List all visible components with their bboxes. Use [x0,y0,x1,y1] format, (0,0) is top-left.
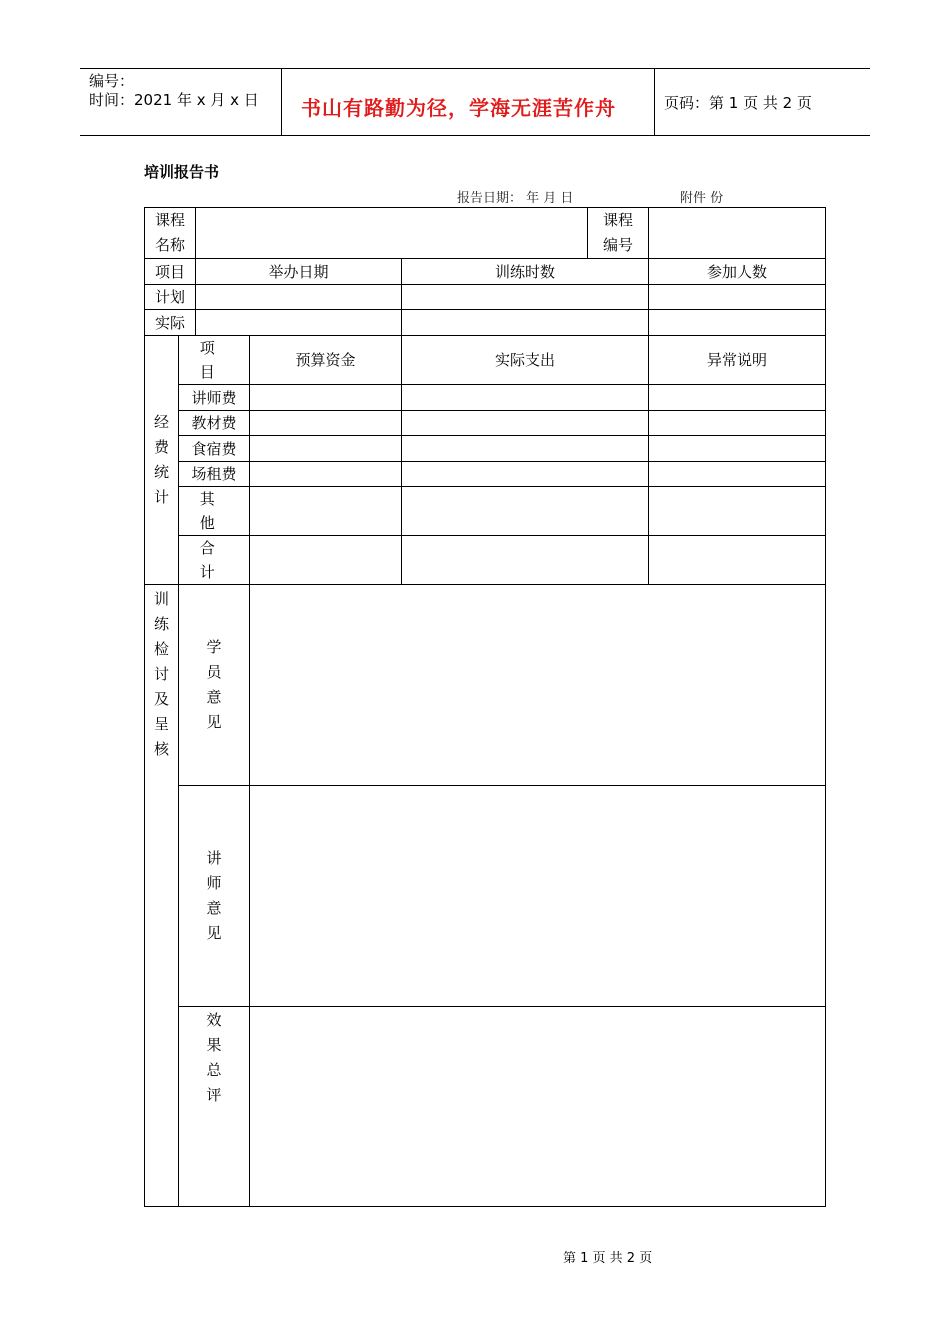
expense-note-field[interactable] [649,436,826,462]
header-bottom-rule [80,135,870,136]
expense-note-field[interactable] [649,536,826,585]
page-title: 培训报告书 [144,163,220,181]
time-label: 时间：2021 年 x 月 x 日 [89,91,259,109]
serial-label: 编号： [89,72,135,90]
review-row-label-students: 学员意见 [179,585,250,786]
expense-note-field[interactable] [649,462,826,487]
review-row-label-evaluation: 效果总评 [179,1007,250,1207]
expense-header-note: 异常说明 [649,336,826,385]
expense-header-item: 项 目 [179,336,250,385]
actual-hours-field[interactable] [402,310,649,336]
expense-row-label: 教材费 [179,411,250,436]
review-row-label-instructor: 讲师意见 [179,786,250,1007]
expense-note-field[interactable] [649,411,826,436]
expense-budget-field[interactable] [250,411,402,436]
plan-date-field[interactable] [196,285,402,310]
expense-row-label: 场租费 [179,462,250,487]
expense-budget-field[interactable] [250,487,402,536]
plan-header-hours: 训练时数 [402,259,649,285]
course-name-label: 课程名称 [145,208,196,259]
expense-budget-field[interactable] [250,536,402,585]
actual-attendees-field[interactable] [649,310,826,336]
review-group-label: 训练检讨及呈核 [145,585,179,1207]
course-number-field[interactable] [649,208,826,259]
plan-hours-field[interactable] [402,285,649,310]
expense-row-label: 其 他 [179,487,250,536]
actual-date-field[interactable] [196,310,402,336]
training-report-table [144,207,826,1207]
expense-actual-field[interactable] [402,462,649,487]
expense-note-field[interactable] [649,487,826,536]
header-divider-left [281,68,282,136]
expense-budget-field[interactable] [250,436,402,462]
expense-row-label: 讲师费 [179,385,250,411]
evaluation-field[interactable] [250,1007,826,1207]
plan-row-label: 计划 [145,285,196,310]
header-divider-right [654,68,655,136]
report-date: 报告日期： 年 月 日 [457,191,574,206]
expense-budget-field[interactable] [250,462,402,487]
instructor-opinion-field[interactable] [250,786,826,1007]
expense-budget-field[interactable] [250,385,402,411]
course-number-label: 课程编号 [588,208,649,259]
expense-note-field[interactable] [649,385,826,411]
course-name-field[interactable] [196,208,588,259]
expense-row-label: 合 计 [179,536,250,585]
expense-header-actual: 实际支出 [402,336,649,385]
expense-actual-field[interactable] [402,536,649,585]
expense-actual-field[interactable] [402,436,649,462]
expense-actual-field[interactable] [402,487,649,536]
actual-row-label: 实际 [145,310,196,336]
attachments: 附件 份 [680,191,724,206]
student-opinion-field[interactable] [250,585,826,786]
plan-header-date: 举办日期 [196,259,402,285]
plan-attendees-field[interactable] [649,285,826,310]
plan-header-attendees: 参加人数 [649,259,826,285]
expense-actual-field[interactable] [402,385,649,411]
plan-header-item: 项目 [145,259,196,285]
header-top-rule [80,68,870,69]
footer-page-number: 第 1 页 共 2 页 [563,1251,653,1266]
expense-row-label: 食宿费 [179,436,250,462]
expense-group-label: 经费统计 [145,336,179,585]
page-label: 页码：第 1 页 共 2 页 [664,94,812,112]
motto: 书山有路勤为径，学海无涯苦作舟 [301,96,616,120]
expense-actual-field[interactable] [402,411,649,436]
expense-header-budget: 预算资金 [250,336,402,385]
